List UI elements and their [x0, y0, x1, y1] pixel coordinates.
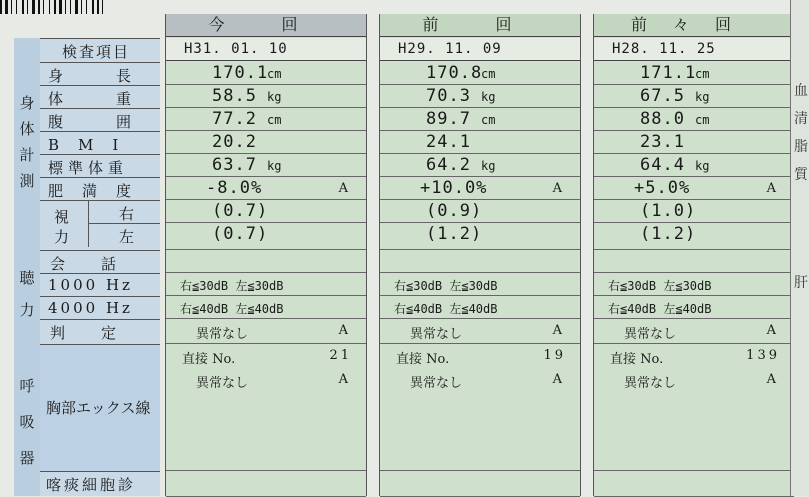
measurement-unit: cm	[267, 113, 282, 127]
label-1000hz	[40, 273, 160, 296]
barcode-bar	[43, 0, 44, 14]
vision-value: (0.7)	[212, 224, 269, 244]
label-height	[40, 62, 160, 85]
column-header: 前々回	[594, 14, 794, 37]
barcode-bar	[70, 0, 71, 14]
bmi-value: 24.1	[426, 132, 471, 152]
item-header-cell	[40, 38, 160, 62]
result-row-hearing	[380, 319, 580, 344]
result-row-std-weight	[166, 154, 366, 177]
result-row-waist	[380, 108, 580, 131]
fragment-char: 脂	[794, 139, 808, 155]
xray-method: 直接 No.	[182, 352, 236, 367]
vision-value: (0.7)	[212, 201, 269, 221]
result-row-hz4000	[594, 296, 794, 319]
label-text: 会 話	[50, 255, 119, 273]
fragment-char: 清	[794, 111, 808, 127]
obesity-grade: A	[552, 181, 562, 196]
label-vision-left	[89, 223, 160, 246]
xray-method: 直接 No.	[610, 352, 664, 367]
result-row-hz4000	[166, 296, 366, 319]
label-weight	[40, 85, 160, 108]
category-char: 呼	[19, 377, 35, 395]
measurement-value: 171.1	[640, 63, 697, 83]
measurement-value: 89.7	[426, 109, 471, 129]
hearing-result: 異常なし	[196, 327, 249, 342]
hearing-threshold: 右≦40dB 左≦40dB	[394, 302, 498, 316]
category-char: 計	[19, 146, 35, 164]
barcode-bar	[97, 0, 99, 14]
measurement-unit: kg	[481, 159, 496, 173]
result-column-2	[593, 14, 795, 496]
xray-method: 直接 No.	[396, 352, 450, 367]
result-row-height	[594, 62, 794, 85]
result-row-std-weight	[594, 154, 794, 177]
label-vision	[40, 200, 89, 247]
label-text: B M I	[48, 136, 121, 154]
label-text: 身 長	[48, 67, 134, 85]
result-row-waist	[594, 108, 794, 131]
label-4000hz	[40, 296, 160, 319]
result-row-vision-right	[166, 200, 366, 223]
xray-number: 21	[329, 348, 352, 363]
xray-grade: A	[766, 372, 776, 387]
column-header: 今 回	[166, 14, 366, 37]
measurement-unit: kg	[695, 90, 710, 104]
xray-number: 19	[543, 348, 566, 363]
hearing-grade: A	[552, 323, 562, 338]
result-row-obesity	[380, 177, 580, 200]
category-char: 身	[19, 94, 35, 112]
hearing-result: 異常なし	[624, 327, 677, 342]
hearing-result: 異常なし	[410, 327, 463, 342]
measurement-value: 63.7	[212, 155, 257, 175]
exam-date: H31. 01. 10	[166, 38, 366, 61]
label-obesity	[40, 177, 160, 200]
barcode-bar	[11, 0, 12, 14]
exam-date: H28. 11. 25	[594, 38, 794, 61]
barcode-bar	[54, 0, 56, 14]
label-text: 体 重	[48, 90, 134, 108]
result-row-hearing	[166, 319, 366, 344]
result-row-obesity	[166, 177, 366, 200]
obesity-value: +10.0%	[420, 178, 488, 198]
result-row-hz4000	[380, 296, 580, 319]
result-row-hz1000	[166, 273, 366, 296]
result-row-xray	[380, 344, 580, 471]
category-char: 吸	[19, 413, 35, 431]
measurement-value: 70.3	[426, 86, 471, 106]
result-row-bmi	[166, 131, 366, 154]
obesity-grade: A	[338, 181, 348, 196]
result-row-vision-right	[380, 200, 580, 223]
obesity-value: -8.0%	[206, 178, 263, 198]
bmi-value: 20.2	[212, 132, 257, 152]
result-row-weight	[380, 85, 580, 108]
label-judgment	[40, 319, 160, 344]
result-row-sputum	[380, 471, 580, 497]
barcode-bar	[22, 0, 24, 14]
fragment-char: 肝	[794, 275, 808, 291]
bmi-value: 23.1	[640, 132, 685, 152]
result-row-hz1000	[594, 273, 794, 296]
exam-date: H29. 11. 09	[380, 38, 580, 61]
result-row-waist	[166, 108, 366, 131]
label-text: 標準体重	[48, 159, 129, 177]
measurement-value: 170.8	[426, 63, 483, 83]
measurement-value: 67.5	[640, 86, 685, 106]
xray-result: 異常なし	[624, 376, 677, 391]
category-char: 力	[19, 301, 35, 319]
result-column-0	[165, 14, 367, 496]
result-row-bmi	[380, 131, 580, 154]
barcode-bar	[5, 0, 8, 14]
label-text: 腹 囲	[48, 113, 134, 131]
label-text: 1000 Hz	[48, 276, 133, 294]
result-row-weight	[594, 85, 794, 108]
xray-grade: A	[552, 372, 562, 387]
hearing-threshold: 右≦40dB 左≦40dB	[180, 302, 284, 316]
hearing-grade: A	[766, 323, 776, 338]
fragment-char: 質	[794, 167, 808, 183]
result-row-conversation	[594, 250, 794, 273]
xray-result: 異常なし	[410, 376, 463, 391]
item-header: 検査項目	[62, 43, 131, 61]
label-standard-weight	[40, 154, 160, 177]
xray-grade: A	[338, 372, 348, 387]
measurement-value: 64.4	[640, 155, 685, 175]
barcode-bar	[86, 0, 87, 14]
barcode-bar	[0, 0, 2, 14]
result-row-bmi	[594, 131, 794, 154]
next-section-fragment	[790, 0, 809, 496]
obesity-value: +5.0%	[634, 178, 691, 198]
result-row-height	[380, 62, 580, 85]
measurement-value: 64.2	[426, 155, 471, 175]
label-text: 視力	[54, 208, 72, 246]
fragment-char: 血	[794, 83, 808, 99]
result-row-sputum	[594, 471, 794, 497]
column-header: 前 回	[380, 14, 580, 37]
result-row-hz1000	[380, 273, 580, 296]
category-body-measurement	[14, 90, 40, 194]
result-row-sputum	[166, 471, 366, 497]
measurement-value: 77.2	[212, 109, 257, 129]
result-row-conversation	[380, 250, 580, 273]
measurement-value: 170.1	[212, 63, 269, 83]
result-row-vision-left	[594, 223, 794, 250]
hearing-threshold: 右≦40dB 左≦40dB	[608, 302, 712, 316]
label-text: 判 定	[50, 324, 119, 342]
category-char: 測	[19, 172, 35, 190]
label-waist	[40, 108, 160, 131]
hearing-threshold: 右≦30dB 左≦30dB	[394, 279, 498, 293]
barcode-bar	[102, 0, 103, 14]
result-row-obesity	[594, 177, 794, 200]
label-text: 喀痰細胞診	[46, 476, 137, 494]
xray-number: 139	[746, 348, 780, 363]
barcode-bar	[81, 0, 82, 14]
measurement-unit: kg	[267, 159, 282, 173]
barcode-bar	[65, 0, 66, 14]
hearing-threshold: 右≦30dB 左≦30dB	[180, 279, 284, 293]
measurement-unit: cm	[267, 67, 282, 81]
category-char: 聴	[19, 269, 35, 287]
label-text: 右	[119, 205, 137, 223]
result-row-xray	[166, 344, 366, 471]
xray-result: 異常なし	[196, 376, 249, 391]
measurement-unit: cm	[481, 113, 496, 127]
vision-value: (1.2)	[640, 224, 697, 244]
barcode-bar	[49, 0, 50, 14]
barcode-bar	[75, 0, 78, 14]
label-vision-right	[89, 200, 160, 223]
result-row-height	[166, 62, 366, 85]
label-chest-xray	[40, 344, 160, 471]
barcode-bar	[92, 0, 94, 14]
result-row-hearing	[594, 319, 794, 344]
hearing-grade: A	[338, 323, 348, 338]
result-column-1	[379, 14, 581, 496]
obesity-grade: A	[766, 181, 776, 196]
label-text: 肥 満 度	[48, 182, 134, 200]
measurement-value: 58.5	[212, 86, 257, 106]
label-sputum	[40, 471, 160, 497]
vision-value: (1.0)	[640, 201, 697, 221]
vision-value: (0.9)	[426, 201, 483, 221]
measurement-value: 88.0	[640, 109, 685, 129]
measurement-unit: cm	[695, 113, 710, 127]
label-conversation	[40, 250, 160, 273]
category-char: 体	[19, 120, 35, 138]
result-row-vision-left	[380, 223, 580, 250]
measurement-unit: cm	[695, 67, 710, 81]
barcode-graphic	[0, 0, 150, 14]
vision-value: (1.2)	[426, 224, 483, 244]
result-row-vision-left	[166, 223, 366, 250]
category-char: 器	[19, 449, 35, 467]
result-row-std-weight	[380, 154, 580, 177]
label-text: 胸部エックス線	[46, 399, 151, 417]
barcode-bar	[27, 0, 28, 14]
result-row-vision-right	[594, 200, 794, 223]
label-text: 4000 Hz	[48, 299, 133, 317]
result-row-conversation	[166, 250, 366, 273]
result-row-weight	[166, 85, 366, 108]
barcode-bar	[16, 0, 17, 14]
measurement-unit: kg	[481, 90, 496, 104]
measurement-unit: cm	[481, 67, 496, 81]
category-respiratory	[14, 368, 40, 476]
result-row-xray	[594, 344, 794, 471]
measurement-unit: kg	[267, 90, 282, 104]
hearing-threshold: 右≦30dB 左≦30dB	[608, 279, 712, 293]
category-hearing	[14, 262, 40, 326]
measurement-unit: kg	[695, 159, 710, 173]
label-bmi	[40, 131, 160, 154]
barcode-bar	[32, 0, 35, 14]
barcode-bar	[38, 0, 40, 14]
barcode-bar	[59, 0, 62, 14]
label-text: 左	[119, 228, 137, 246]
